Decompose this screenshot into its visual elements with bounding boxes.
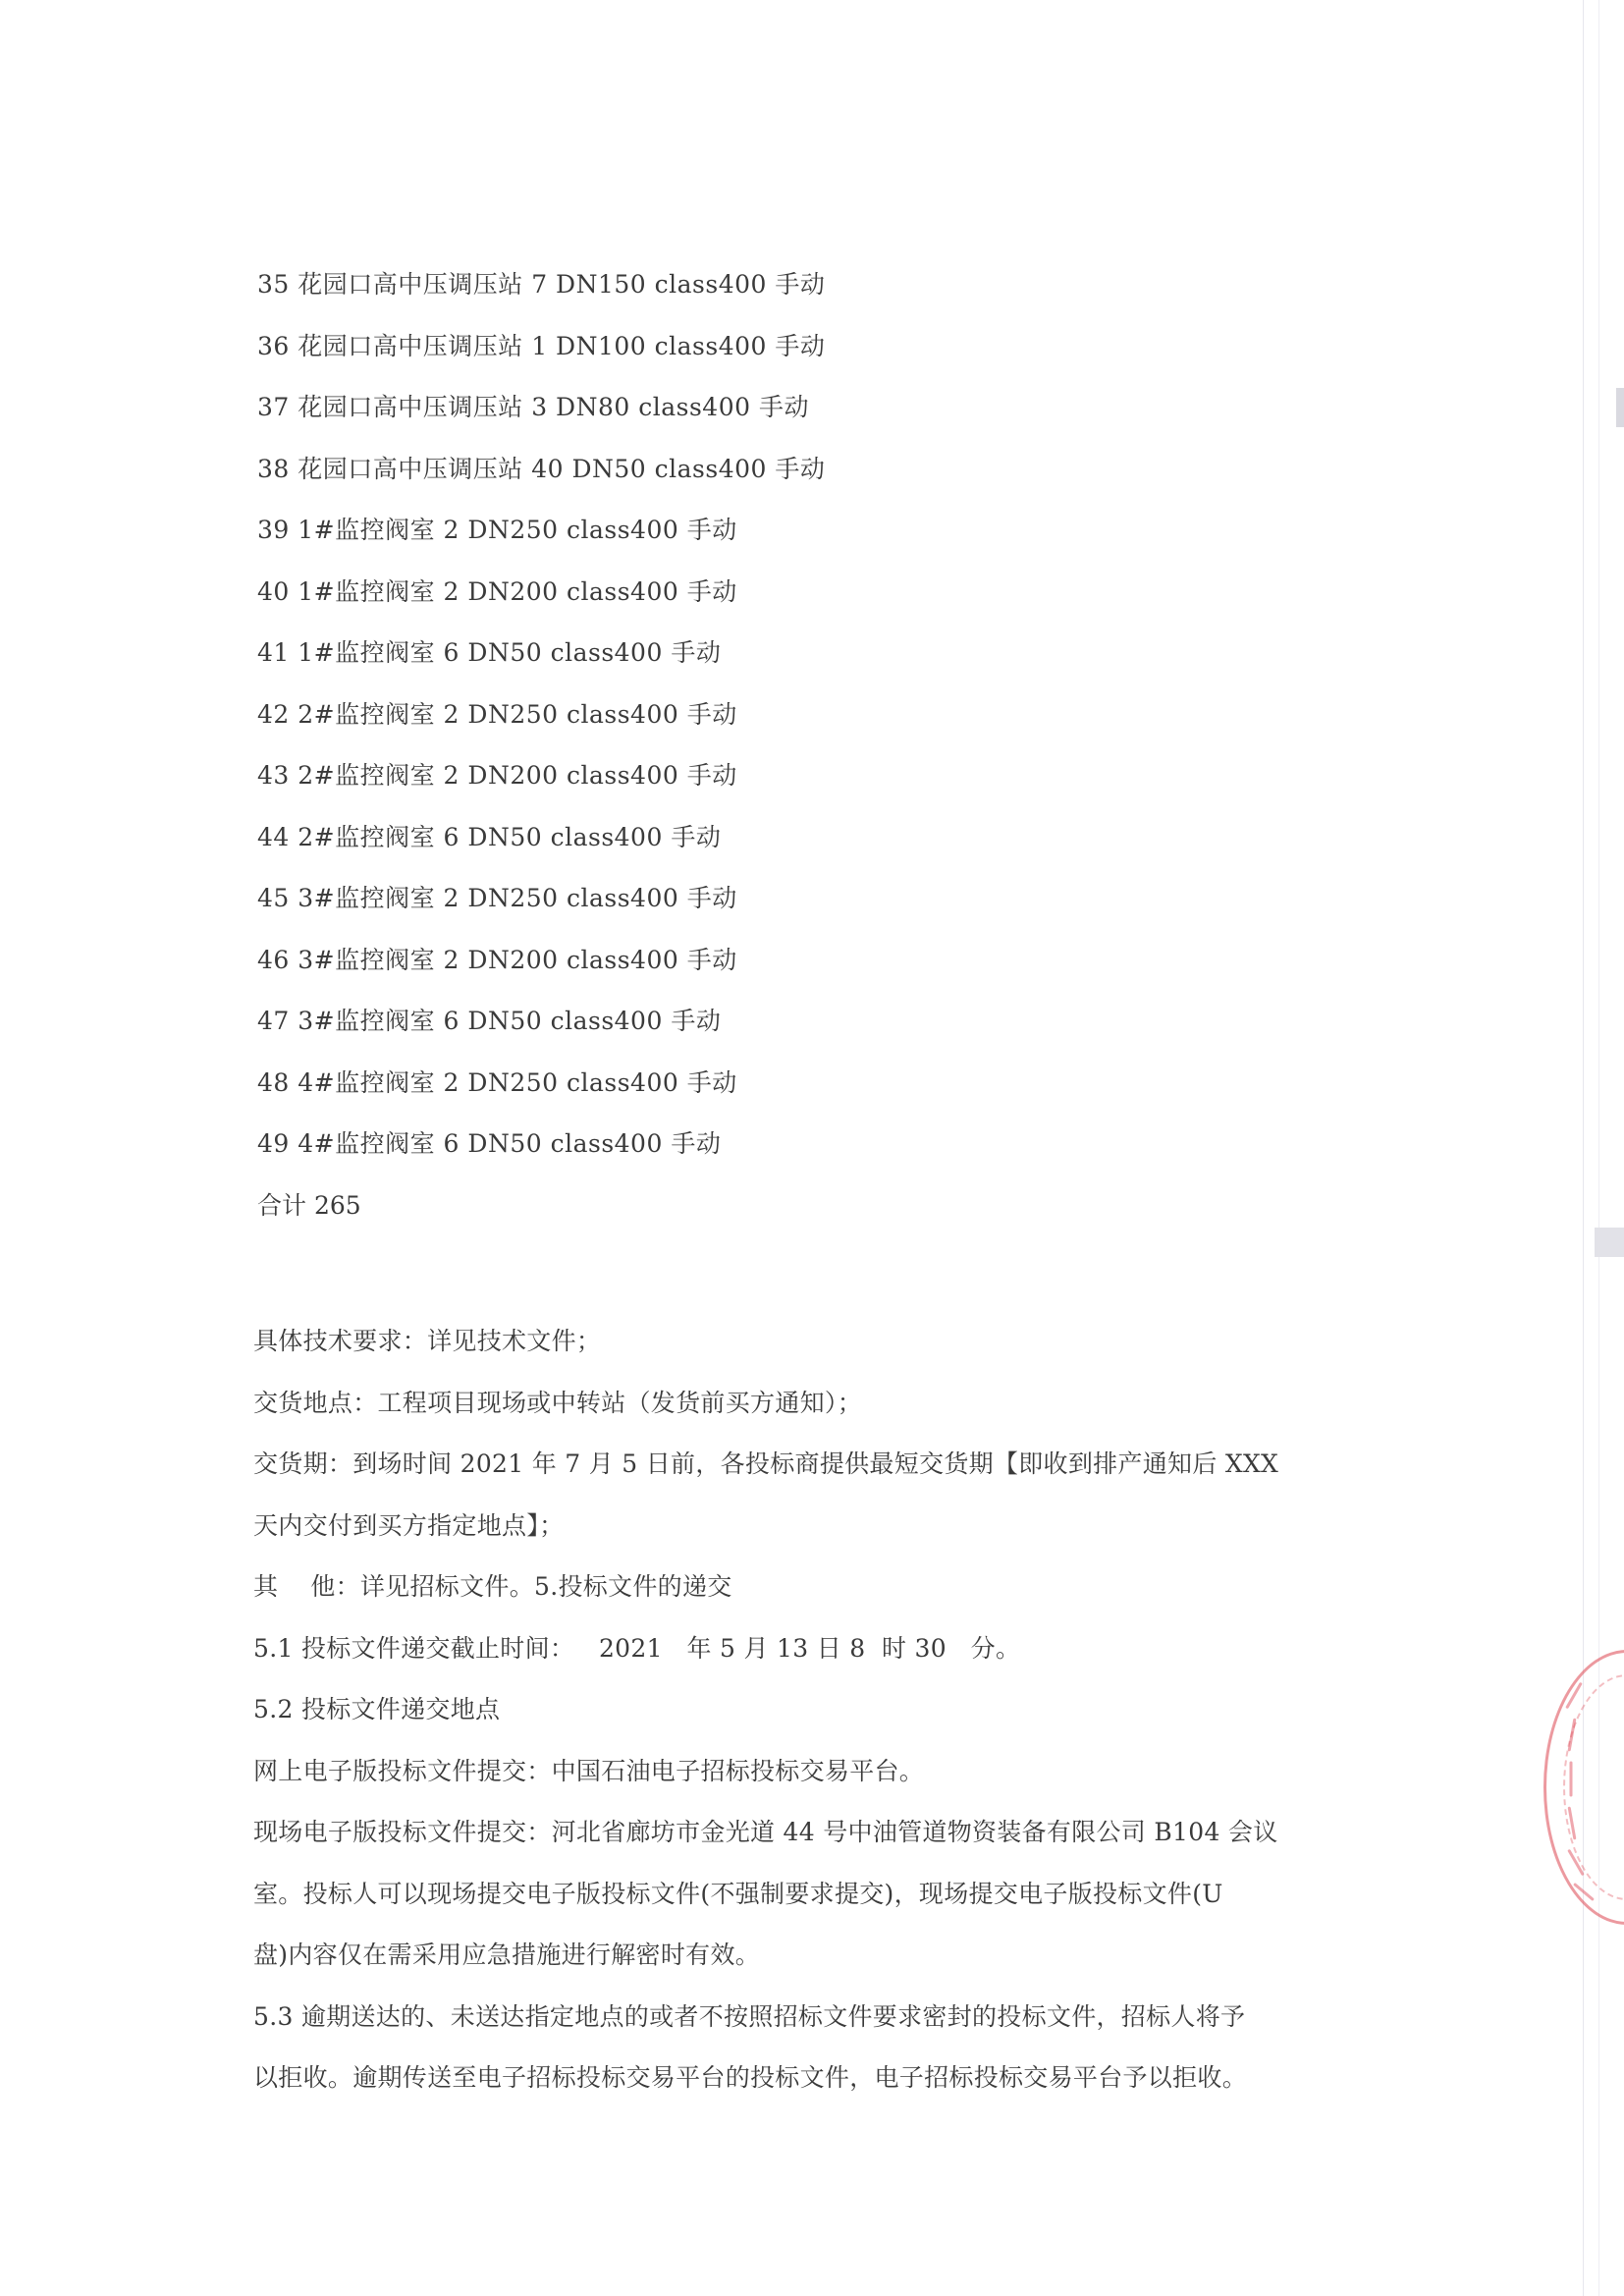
list-item: 40 1#监控阀室 2 DN200 class400 手动 — [257, 576, 737, 606]
section-5-3-line-2: 以拒收。逾期传送至电子招标投标交易平台的投标文件，电子招标投标交易平台予以拒收。 — [253, 2063, 1248, 2092]
list-item: 36 花园口高中压调压站 1 DN100 class400 手动 — [257, 331, 826, 360]
scan-edge-line — [1598, 0, 1599, 2296]
delivery-place-paragraph: 交货地点：工程项目现场或中转站（发货前买方通知）； — [253, 1388, 863, 1417]
seal-text-stroke — [1570, 1762, 1573, 1797]
body-text — [253, 1311, 1333, 2109]
total-line: 合计 265 — [257, 1190, 361, 1220]
valve-list — [257, 265, 1239, 1247]
list-item: 39 1#监控阀室 2 DN250 class400 手动 — [257, 516, 737, 544]
scan-edge-mark — [1616, 388, 1624, 427]
list-item: 38 花园口高中压调压站 40 DN50 class400 手动 — [257, 454, 826, 483]
scan-edge-line — [1583, 0, 1584, 2296]
list-item: 48 4#监控阀室 2 DN250 class400 手动 — [257, 1067, 737, 1097]
onsite-submission-line-2: 室。投标人可以现场提交电子版投标文件(不强制要求提交)，现场提交电子版投标文件(U — [253, 1879, 1223, 1908]
list-item: 42 2#监控阀室 2 DN250 class400 手动 — [257, 699, 737, 729]
online-submission-paragraph: 网上电子版投标文件提交：中国石油电子招标投标交易平台。 — [253, 1756, 925, 1785]
section-5-3-line-1: 5.3 逾期送达的、未送达指定地点的或者不按照招标文件要求密封的投标文件，招标人将予 — [253, 2001, 1246, 2031]
delivery-period-line-2: 天内交付到买方指定地点】； — [253, 1510, 565, 1540]
onsite-submission-line-1: 现场电子版投标文件提交：河北省廊坊市金光道 44 号中油管道物资装备有限公司 B104 会议 — [253, 1818, 1278, 1846]
other-paragraph: 其 他：详见招标文件。5.投标文件的递交 — [253, 1572, 732, 1601]
list-item: 45 3#监控阀室 2 DN250 class400 手动 — [257, 884, 737, 912]
list-item: 47 3#监控阀室 6 DN50 class400 手动 — [257, 1007, 722, 1035]
list-item: 41 1#监控阀室 6 DN50 class400 手动 — [257, 638, 722, 667]
tech-requirement-paragraph: 具体技术要求：详见技术文件； — [253, 1327, 602, 1355]
list-item: 46 3#监控阀室 2 DN200 class400 手动 — [257, 945, 737, 974]
list-item: 49 4#监控阀室 6 DN50 class400 手动 — [257, 1129, 722, 1158]
section-5-1: 5.1 投标文件递交截止时间： 2021 年 5 月 13 日 8 时 30 分。 — [253, 1633, 1021, 1663]
section-5-2: 5.2 投标文件递交地点 — [253, 1695, 501, 1723]
scan-edge-mark — [1595, 1228, 1624, 1257]
list-item: 35 花园口高中压调压站 7 DN150 class400 手动 — [257, 270, 826, 299]
list-item: 37 花园口高中压调压站 3 DN80 class400 手动 — [257, 393, 809, 421]
onsite-submission-line-3: 盘)内容仅在需采用应急措施进行解密时有效。 — [253, 1941, 761, 1969]
delivery-period-line-1: 交货期：到场时间 2021 年 7 月 5 日前，各投标商提供最短交货期【即收到排产通知后 XXX — [253, 1449, 1279, 1478]
list-item: 43 2#监控阀室 2 DN200 class400 手动 — [257, 761, 737, 790]
list-item: 44 2#监控阀室 6 DN50 class400 手动 — [257, 822, 722, 851]
